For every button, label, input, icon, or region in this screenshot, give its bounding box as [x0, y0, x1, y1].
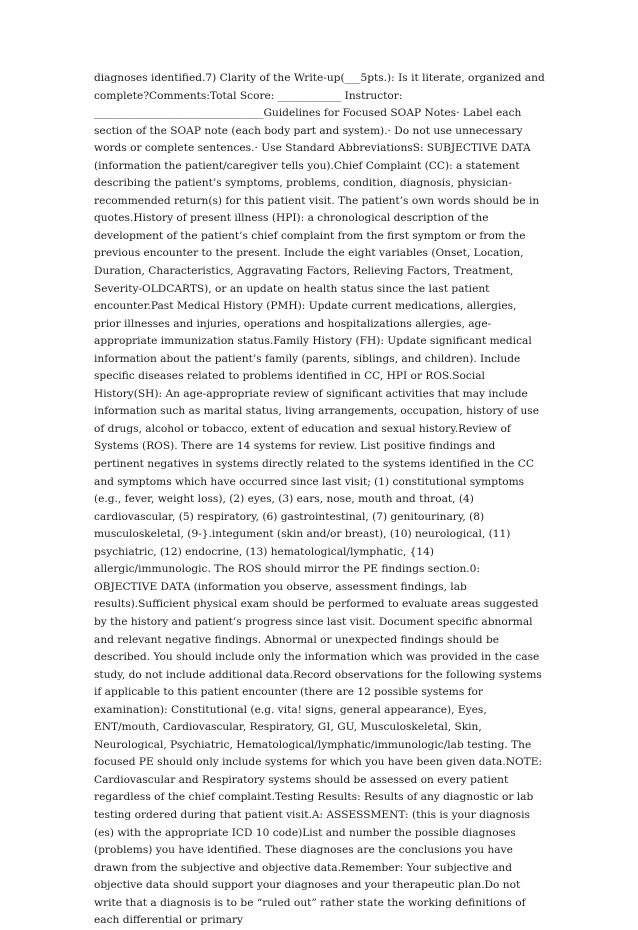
document-body-text: diagnoses identified.7) Clarity of the Write-up(___5pts.): Is it literate, organized and complete?Comments:Total Score: ____________ Instructor: ________________________________Guidelines for Focused SOAP Notes· Label each section of the SOAP note (each body part and system).· Do not use unnecessary words or complete sentences.· Use Standard AbbreviationsS: SUBJECTIVE DATA (information the patient/caregiver tells you).Chief Complaint (CC): a statement describing the patient’s symptoms, problems, condition, diagnosis, physician-recommended return(s) for this patient visit. The patient’s own words should be in quotes.History of present illness (HPI): a chronological description of the development of the patient’s chief complaint from the first symptom or from the previous encounter to the present. Include the eight variables (Onset, Location, Duration, Characteristics, Aggravating Factors, Relieving Factors, Treatment, Severity-OLDCARTS), or an update on health status since the last patient encounter.Past Medical History (PMH): Update current medications, allergies, prior illnesses and injuries, operations and hospitalizations allergies, age-appropriate immunization status.Family History (FH): Update significant medical information about the patient’s family (parents, siblings, and children). Include specific diseases related to problems identified in CC, HPI or ROS.Social History(SH): An age-appropriate review of significant activities that may include information such as marital status, living arrangements, occupation, history of use of drugs, alcohol or tobacco, extent of education and sexual history.Review of Systems (ROS). There are 14 systems for review. List positive findings and pertinent negatives in systems directly related to the systems identified in the CC and symptoms which have occurred since last visit; (1) constitutional symptoms (e.g., fever, weight loss), (2) eyes, (3) ears, nose, mouth and throat, (4) cardiovascular, (5) respiratory, (6) gastrointestinal, (7) genitourinary, (8) musculoskeletal, (9-}.integument (skin and/or breast), (10) neurological, (11) psychiatric, (12) endocrine, (13) hematological/lymphatic, {14) allergic/immunologic. The ROS should mirror the PE findings section.0: OBJECTIVE DATA (information you observe, assessment findings, lab results).Sufficient physical exam should be performed to evaluate areas suggested by the history and patient’s progress since last visit. Document specific abnormal and relevant negative findings. Abnormal or unexpected findings should be described. You should include only the information which was provided in the case study, do not include additional data.Record observations for the following systems if applicable to this patient encounter (there are 12 possible systems for examination): Constitutional (e.g. vita! signs, general appearance), Eyes, ENT/mouth, Cardiovascular, Respiratory, GI, GU, Musculoskeletal, Skin, Neurological, Psychiatric, Hematological/lymphatic/immunologic/lab testing. The focused PE should only include systems for which you have been given data.NOTE: Cardiovascular and Respiratory systems should be assessed on every patient regardless of the chief complaint.Testing Results: Results of any diagnostic or lab testing ordered during that patient visit.A: ASSESSMENT: (this is your diagnosis (es) with the appropriate ICD 10 code)List and number the possible diagnoses (problems) you have identified. These diagnoses are the conclusions you have drawn from the subjective and objective data.Remember: Your subjective and objective data should support your diagnoses and your therapeutic plan.Do not write that a diagnosis is to be “ruled out” rather state the working definitions of each differential or primary — [94, 72, 545, 927]
